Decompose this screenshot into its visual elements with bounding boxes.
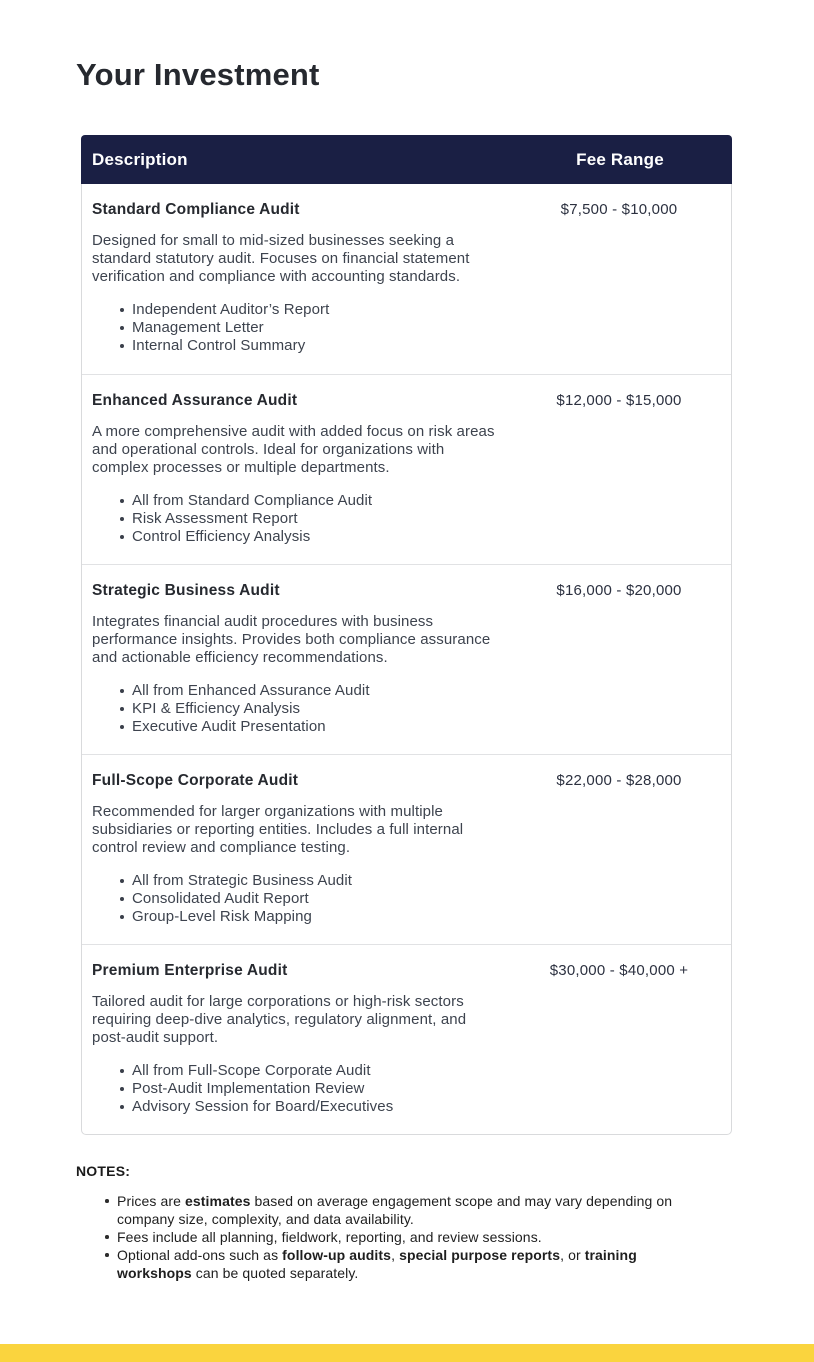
service-description: A more comprehensive audit with added focus on risk areas and operational controls. Ideal for organizations with complex processes or multiple departments. <box>92 423 495 476</box>
deliverable-item: Management Letter <box>132 319 501 337</box>
description-cell <box>92 392 507 564</box>
description-cell <box>92 772 507 944</box>
description-cell <box>92 201 507 374</box>
deliverable-item: Internal Control Summary <box>132 337 501 355</box>
fee-range-value: $22,000 - $28,000 <box>556 772 682 789</box>
service-description: Tailored audit for large corporations or high-risk sectors requiring deep-dive analytics, regulatory alignment, and post-audit support. <box>92 993 467 1046</box>
note-bold-segment: follow-up audits <box>282 1247 392 1263</box>
description-cell <box>92 962 507 1134</box>
service-title: Standard Compliance Audit <box>92 201 300 218</box>
deliverables-list <box>132 301 501 355</box>
deliverable-item: Risk Assessment Report <box>132 510 501 528</box>
deliverable-item: Advisory Session for Board/Executives <box>132 1098 501 1116</box>
notes-list <box>117 1192 709 1282</box>
deliverable-item: All from Enhanced Assurance Audit <box>132 682 501 700</box>
table-header-row <box>81 135 732 184</box>
column-header-fee-range: Fee Range <box>576 149 664 169</box>
pricing-table <box>81 135 732 1135</box>
deliverables-list <box>132 492 501 546</box>
fee-range-value: $12,000 - $15,000 <box>556 392 682 409</box>
service-description: Recommended for larger organizations with multiple subsidiaries or reporting entities. Includes a full internal control review and compliance testing. <box>92 803 464 856</box>
note-bold-segment: training workshops <box>117 1247 637 1281</box>
note-text-segment: based on average engagement scope and may vary depending on company size, complexity, and data availability. <box>117 1193 673 1227</box>
service-title: Premium Enterprise Audit <box>92 962 288 979</box>
notes-section <box>76 1163 814 1282</box>
note-bold-segment: estimates <box>185 1193 251 1209</box>
note-text-segment: Fees include all planning, fieldwork, reporting, and review sessions. <box>117 1229 542 1245</box>
column-header-description: Description <box>92 149 188 169</box>
table-row-standard-compliance-audit <box>82 184 731 374</box>
deliverable-item: Independent Auditor’s Report <box>132 301 501 319</box>
deliverables-list <box>132 872 501 926</box>
service-description: Integrates financial audit procedures with business performance insights. Provides both compliance assurance and actionable efficiency recommendations. <box>92 613 491 666</box>
deliverable-item: All from Standard Compliance Audit <box>132 492 501 510</box>
description-cell <box>92 582 507 754</box>
service-title: Full-Scope Corporate Audit <box>92 772 299 789</box>
note-item <box>117 1192 709 1228</box>
deliverable-item: Group-Level Risk Mapping <box>132 908 501 926</box>
note-bold-segment: special purpose reports <box>399 1247 561 1263</box>
note-text-segment: , <box>391 1247 400 1263</box>
note-text-segment: , or <box>560 1247 585 1263</box>
table-row-strategic-business-audit <box>82 564 731 754</box>
service-description: Designed for small to mid-sized businesses seeking a standard statutory audit. Focuses on financial statement verification and compliance with accounting standards. <box>92 232 470 285</box>
deliverable-item: KPI & Efficiency Analysis <box>132 700 501 718</box>
table-row-full-scope-corporate-audit <box>82 754 731 944</box>
footer-accent-bar <box>0 1344 814 1362</box>
note-item <box>117 1228 709 1246</box>
fee-range-value: $7,500 - $10,000 <box>560 201 678 218</box>
note-text-segment: Optional add-ons such as <box>117 1247 283 1263</box>
deliverables-list <box>132 682 501 736</box>
note-text-segment: can be quoted separately. <box>191 1265 359 1281</box>
fee-range-value: $30,000 - $40,000 + <box>549 962 689 979</box>
notes-heading: NOTES: <box>76 1163 131 1179</box>
deliverable-item: All from Full-Scope Corporate Audit <box>132 1062 501 1080</box>
deliverable-item: Consolidated Audit Report <box>132 890 501 908</box>
table-row-enhanced-assurance-audit <box>82 374 731 564</box>
deliverable-item: Executive Audit Presentation <box>132 718 501 736</box>
deliverable-item: Post-Audit Implementation Review <box>132 1080 501 1098</box>
table-row-premium-enterprise-audit <box>82 944 731 1134</box>
deliverable-item: Control Efficiency Analysis <box>132 528 501 546</box>
note-text-segment: Prices are <box>117 1193 186 1209</box>
service-title: Enhanced Assurance Audit <box>92 392 298 409</box>
page-title: Your Investment <box>76 57 320 92</box>
note-item <box>117 1246 709 1282</box>
service-title: Strategic Business Audit <box>92 582 280 599</box>
deliverable-item: All from Strategic Business Audit <box>132 872 501 890</box>
deliverables-list <box>132 1062 501 1116</box>
fee-range-value: $16,000 - $20,000 <box>556 582 682 599</box>
